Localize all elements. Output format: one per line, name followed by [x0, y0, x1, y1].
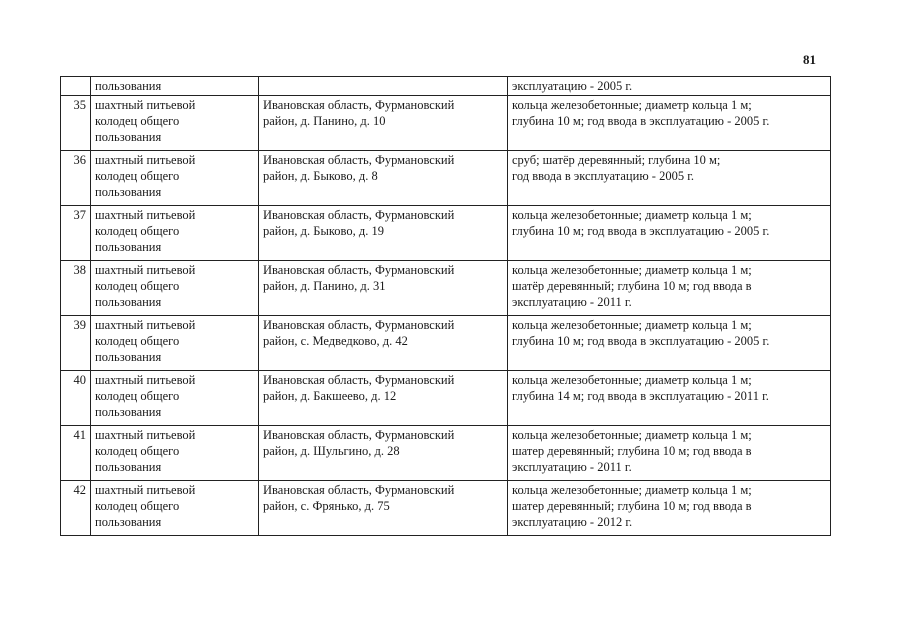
address-cell: Ивановская область, Фурмановский район, д. Панино, д. 10 [259, 96, 508, 151]
table-row [61, 426, 831, 481]
table-row [61, 261, 831, 316]
description-cell: кольца железобетонные; диаметр кольца 1 м; глубина 14 м; год ввода в эксплуатацию - 2011 г. [508, 371, 831, 426]
description-cell: эксплуатацию - 2005 г. [508, 77, 831, 96]
object-name-cell: шахтный питьевой колодец общего пользования [91, 206, 259, 261]
row-number-cell: 37 [61, 206, 91, 261]
table-row [61, 481, 831, 536]
table-row [61, 206, 831, 261]
address-cell: Ивановская область, Фурмановский район, д. Быково, д. 8 [259, 151, 508, 206]
table-row [61, 371, 831, 426]
object-name-cell: шахтный питьевой колодец общего пользования [91, 151, 259, 206]
address-cell [259, 77, 508, 96]
description-cell: сруб; шатёр деревянный; глубина 10 м; год ввода в эксплуатацию - 2005 г. [508, 151, 831, 206]
description-cell: кольца железобетонные; диаметр кольца 1 м; глубина 10 м; год ввода в эксплуатацию - 2005 г. [508, 96, 831, 151]
wells-registry-table [60, 76, 831, 536]
object-name-cell: шахтный питьевой колодец общего пользования [91, 261, 259, 316]
table-row [61, 151, 831, 206]
object-name-cell: шахтный питьевой колодец общего пользования [91, 481, 259, 536]
description-cell: кольца железобетонные; диаметр кольца 1 м; глубина 10 м; год ввода в эксплуатацию - 2005 г. [508, 206, 831, 261]
object-name-cell: шахтный питьевой колодец общего пользования [91, 426, 259, 481]
description-cell: кольца железобетонные; диаметр кольца 1 м; шатер деревянный; глубина 10 м; год ввода в эксплуатацию - 2011 г. [508, 426, 831, 481]
row-number-cell: 35 [61, 96, 91, 151]
object-name-cell: шахтный питьевой колодец общего пользования [91, 371, 259, 426]
row-number-cell: 42 [61, 481, 91, 536]
row-number-cell [61, 77, 91, 96]
row-number-cell: 38 [61, 261, 91, 316]
address-cell: Ивановская область, Фурмановский район, с. Фрянько, д. 75 [259, 481, 508, 536]
table-row [61, 96, 831, 151]
address-cell: Ивановская область, Фурмановский район, д. Панино, д. 31 [259, 261, 508, 316]
description-cell: кольца железобетонные; диаметр кольца 1 м; глубина 10 м; год ввода в эксплуатацию - 2005 г. [508, 316, 831, 371]
object-name-cell: пользования [91, 77, 259, 96]
row-number-cell: 39 [61, 316, 91, 371]
address-cell: Ивановская область, Фурмановский район, д. Бакшеево, д. 12 [259, 371, 508, 426]
row-number-cell: 36 [61, 151, 91, 206]
description-cell: кольца железобетонные; диаметр кольца 1 м; шатер деревянный; глубина 10 м; год ввода в эксплуатацию - 2012 г. [508, 481, 831, 536]
row-number-cell: 40 [61, 371, 91, 426]
page-number: 81 [803, 52, 816, 67]
table-row-continued [61, 77, 831, 96]
address-cell: Ивановская область, Фурмановский район, с. Медведково, д. 42 [259, 316, 508, 371]
object-name-cell: шахтный питьевой колодец общего пользования [91, 96, 259, 151]
address-cell: Ивановская область, Фурмановский район, д. Быково, д. 19 [259, 206, 508, 261]
object-name-cell: шахтный питьевой колодец общего пользования [91, 316, 259, 371]
description-cell: кольца железобетонные; диаметр кольца 1 м; шатёр деревянный; глубина 10 м; год ввода в эксплуатацию - 2011 г. [508, 261, 831, 316]
table-row [61, 316, 831, 371]
row-number-cell: 41 [61, 426, 91, 481]
address-cell: Ивановская область, Фурмановский район, д. Шульгино, д. 28 [259, 426, 508, 481]
